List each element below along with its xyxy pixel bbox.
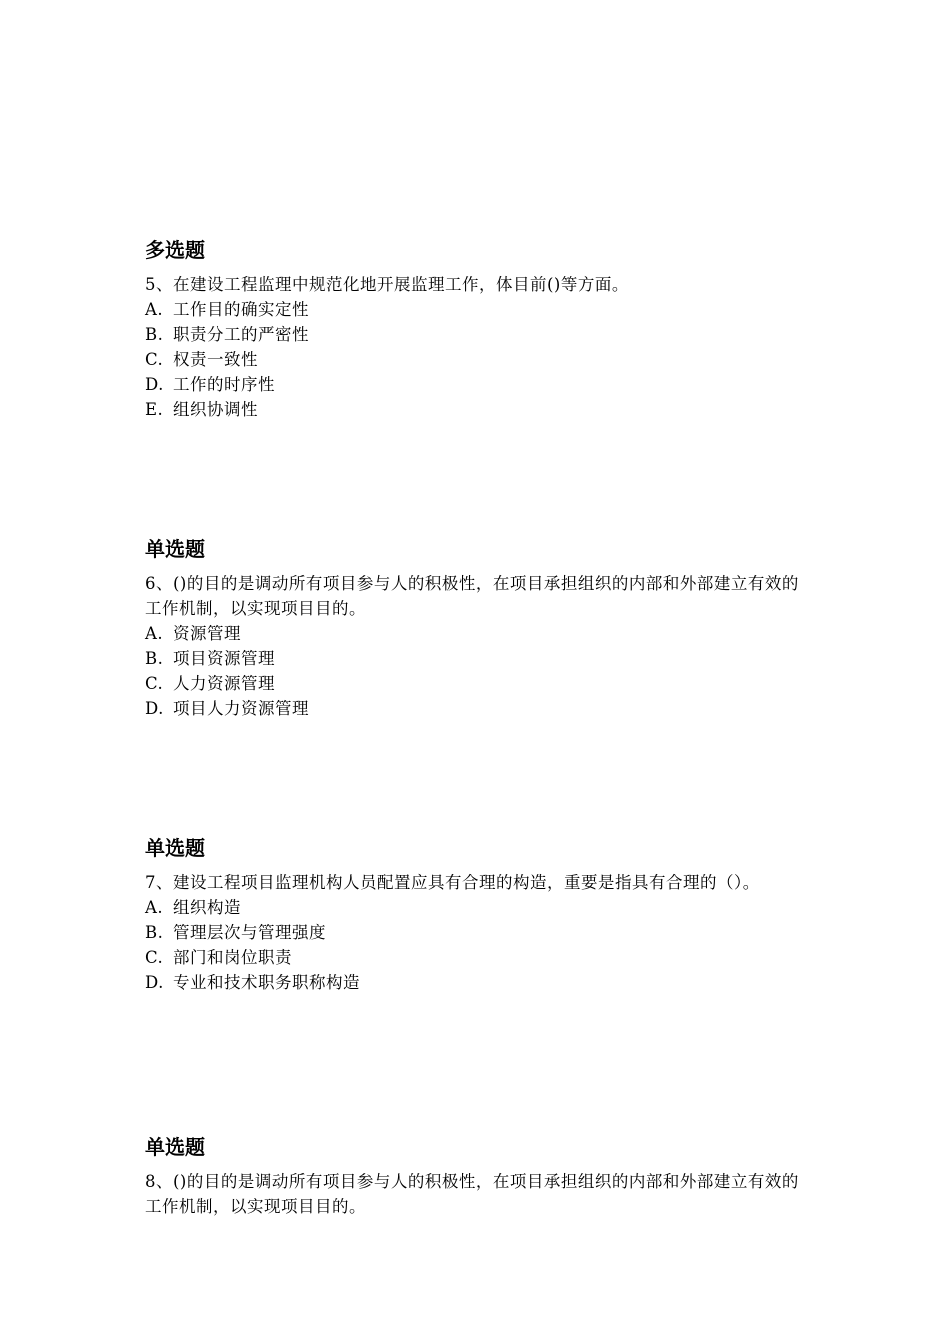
option-text: 管理层次与管理强度 (173, 923, 326, 942)
option-text: 权责一致性 (173, 350, 258, 369)
option-e (145, 397, 810, 422)
option-text: 工作的时序性 (173, 375, 275, 394)
option-text: 组织协调性 (173, 400, 258, 419)
option-letter: C. (145, 674, 164, 693)
option-letter: C. (145, 948, 164, 967)
option-letter: A. (145, 898, 164, 917)
option-letter: A. (145, 300, 164, 319)
option-b (145, 322, 810, 347)
option-c (145, 945, 810, 970)
question-7 (145, 834, 810, 995)
option-a (145, 297, 810, 322)
question-type-heading: 单选题 (145, 537, 205, 561)
option-text: 工作目的确实定性 (173, 300, 309, 319)
question-stem: 7、建设工程项目监理机构人员配置应具有合理的构造，重要是指具有合理的（）。 (145, 873, 760, 892)
option-letter: B. (145, 923, 164, 942)
option-text: 组织构造 (173, 898, 241, 917)
option-letter: D. (145, 973, 164, 992)
option-list (145, 297, 810, 422)
option-text: 部门和岗位职责 (173, 948, 292, 967)
option-c (145, 347, 810, 372)
option-letter: B. (145, 649, 164, 668)
option-list (145, 621, 810, 721)
option-letter: D. (145, 375, 164, 394)
option-text: 项目人力资源管理 (173, 699, 309, 718)
option-b (145, 920, 810, 945)
option-letter: B. (145, 325, 164, 344)
question-type-heading: 单选题 (145, 1135, 205, 1159)
question-stem: 6、()的目的是调动所有项目参与人的积极性，在项目承担组织的内部和外部建立有效的工作机制，以实现项目目的。 (145, 574, 799, 618)
option-list (145, 895, 810, 995)
option-letter: C. (145, 350, 164, 369)
option-d (145, 970, 810, 995)
question-8 (145, 1133, 810, 1219)
option-letter: E. (145, 400, 164, 419)
question-stem: 8、()的目的是调动所有项目参与人的积极性，在项目承担组织的内部和外部建立有效的工作机制，以实现项目目的。 (145, 1172, 799, 1216)
option-d (145, 372, 810, 397)
option-letter: A. (145, 624, 164, 643)
option-text: 资源管理 (173, 624, 241, 643)
option-letter: D. (145, 699, 164, 718)
option-text: 专业和技术职务职称构造 (173, 973, 360, 992)
question-5 (145, 236, 810, 422)
option-text: 人力资源管理 (173, 674, 275, 693)
option-text: 职责分工的严密性 (173, 325, 309, 344)
question-stem: 5、在建设工程监理中规范化地开展监理工作，体目前()等方面。 (145, 275, 629, 294)
option-c (145, 671, 810, 696)
option-a (145, 895, 810, 920)
option-a (145, 621, 810, 646)
question-type-heading: 单选题 (145, 836, 205, 860)
option-text: 项目资源管理 (173, 649, 275, 668)
question-type-heading: 多选题 (145, 238, 205, 262)
question-6 (145, 535, 810, 721)
option-d (145, 696, 810, 721)
option-b (145, 646, 810, 671)
